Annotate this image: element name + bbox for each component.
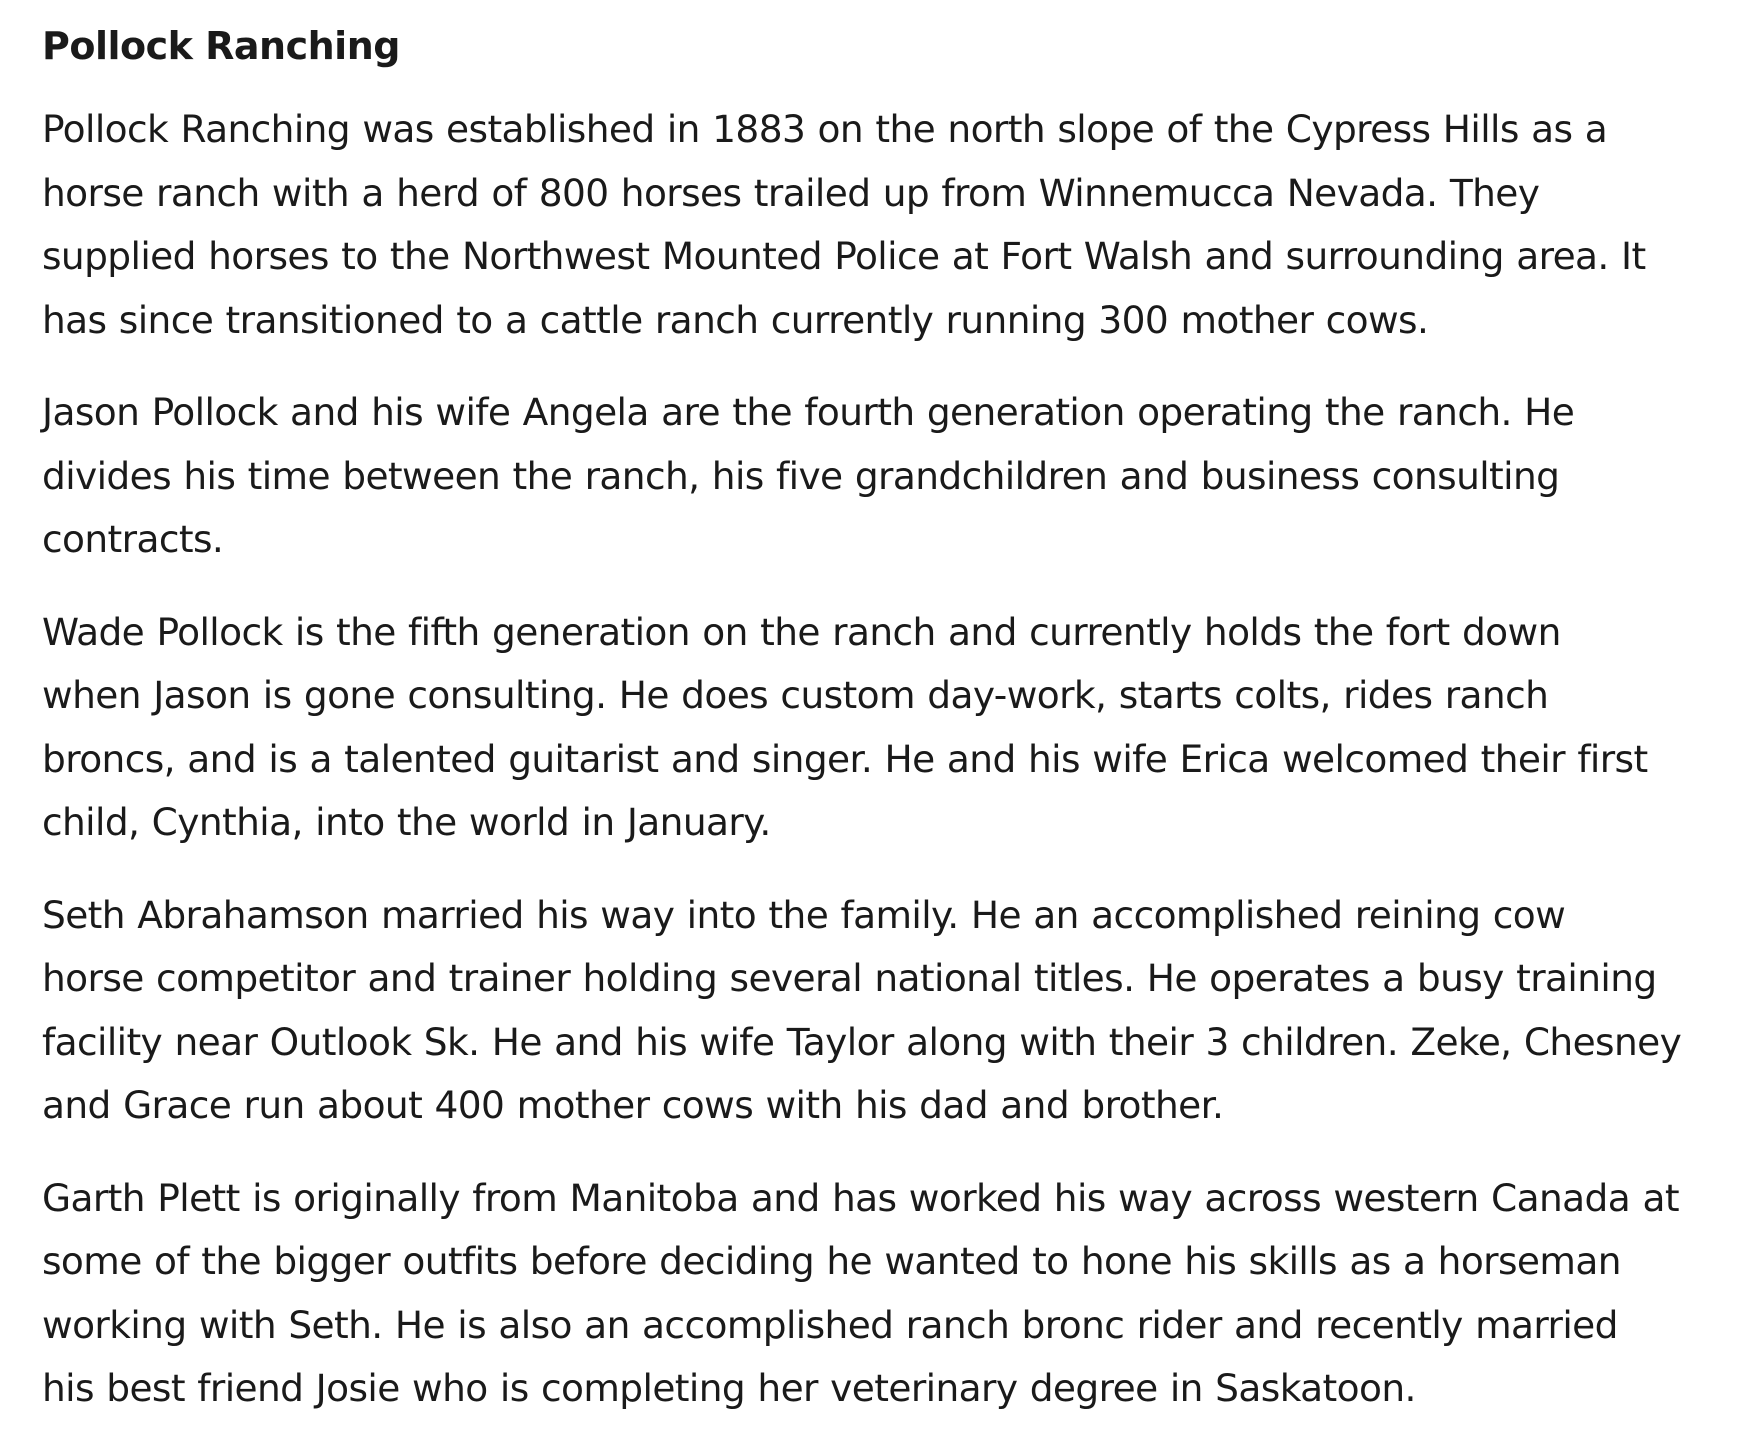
paragraph-line: horse ranch with a herd of 800 horses trailed up from Winnemucca Nevada. They <box>42 170 1540 215</box>
paragraph-wade <box>42 601 1722 855</box>
paragraph-line: Jason Pollock and his wife Angela are the fourth generation operating the ranch. He <box>42 390 1575 434</box>
paragraph-line: working with Seth. He is also an accomplished ranch bronc rider and recently married <box>42 1302 1618 1347</box>
paragraph-line: and Grace run about 400 mother cows with his dad and brother. <box>42 1083 1224 1127</box>
paragraph-history <box>42 98 1722 352</box>
paragraph-line: horse competitor and trainer holding several national titles. He operates a busy training <box>42 956 1657 1000</box>
paragraph-line: divides his time between the ranch, his five grandchildren and business consulting <box>42 453 1560 498</box>
paragraph-seth <box>42 884 1722 1138</box>
paragraph-line: has since transitioned to a cattle ranch currently running 300 mother cows. <box>42 297 1429 342</box>
paragraph-line: supplied horses to the Northwest Mounted Police at Fort Walsh and surrounding area. It <box>42 234 1646 278</box>
paragraph-jason <box>42 381 1722 572</box>
paragraph-line: when Jason is gone consulting. He does custom day-work, starts colts, rides ranch <box>42 673 1549 717</box>
paragraph-line: contracts. <box>42 517 224 561</box>
paragraph-line: facility near Outlook Sk. He and his wife Taylor along with their 3 children. Zeke, Chesney <box>42 1019 1682 1064</box>
paragraph-garth <box>42 1167 1722 1421</box>
paragraph-line: Wade Pollock is the fifth generation on the ranch and currently holds the fort down <box>42 609 1561 654</box>
page-title: Pollock Ranching <box>42 24 400 68</box>
paragraph-line: child, Cynthia, into the world in January. <box>42 800 771 844</box>
paragraph-line: his best friend Josie who is completing her veterinary degree in Saskatoon. <box>42 1366 1416 1410</box>
paragraph-line: some of the bigger outfits before deciding he wanted to hone his skills as a horseman <box>42 1239 1621 1283</box>
paragraph-line: Garth Plett is originally from Manitoba and has worked his way across western Canada at <box>42 1175 1679 1220</box>
paragraph-line: Pollock Ranching was established in 1883 on the north slope of the Cypress Hills as a <box>42 107 1608 151</box>
paragraph-line: broncs, and is a talented guitarist and singer. He and his wife Erica welcomed their first <box>42 736 1648 781</box>
paragraph-line: Seth Abrahamson married his way into the family. He an accomplished reining cow <box>42 892 1566 937</box>
